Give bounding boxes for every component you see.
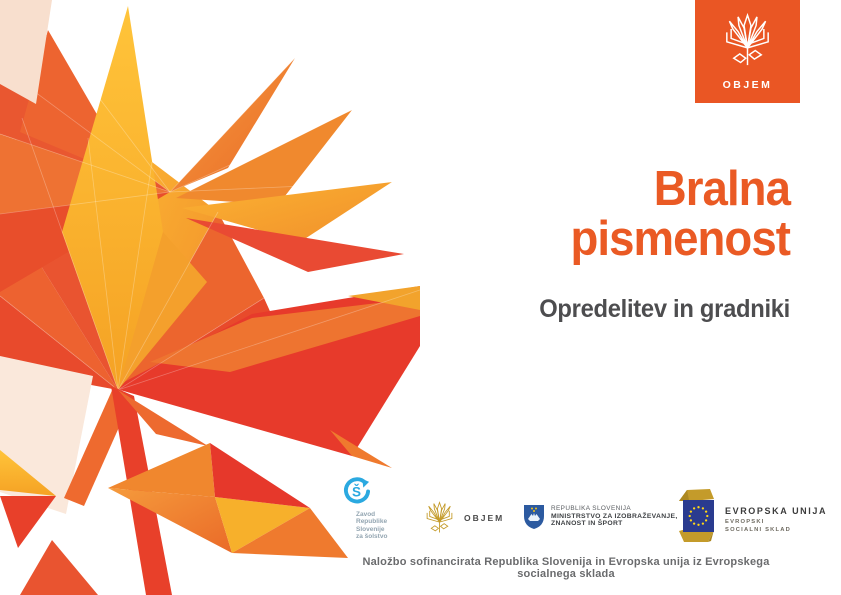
funding-note: Naložbo sofinancirata Republika Slovenija in Evropska unija iz Evropskega socialnega sklada — [362, 556, 770, 580]
objem-flower-icon — [718, 10, 777, 72]
page-subtitle: Opredelitev in gradniki — [539, 295, 790, 323]
eu-wordmark — [725, 506, 827, 534]
page-title-line-1: Bralna — [653, 162, 790, 216]
eu-flag-icon — [678, 489, 720, 543]
zavod-monogram: Š — [351, 484, 362, 500]
eu-line-union: EVROPSKA UNIJA — [725, 506, 828, 516]
zavod-wordmark — [356, 511, 387, 541]
ministry-wordmark — [551, 505, 678, 528]
zavod-line: Republike — [356, 518, 388, 526]
objem-flower-icon — [423, 496, 456, 540]
page-title-line-2: pismenost — [570, 212, 790, 266]
eu-line-fund-2: SOCIALNI SKLAD — [725, 527, 792, 534]
objem-badge-label: OBJEM — [722, 79, 773, 91]
zavod-line: Slovenije — [356, 525, 385, 533]
eu-line-fund-1: EVROPSKI — [725, 519, 765, 525]
ministry-line-name-1: MINISTRSTVO ZA IZOBRAŽEVANJE, — [551, 512, 678, 520]
ministry-line-name-2: ZNANOST IN ŠPORT — [551, 520, 623, 528]
title-block — [526, 164, 790, 324]
objem-logo-label: OBJEM — [464, 513, 505, 523]
zavod-line: Zavod — [356, 511, 376, 518]
ministry-line-republic: REPUBLIKA SLOVENIJA — [551, 505, 632, 512]
objem-badge — [695, 0, 800, 103]
zavod-circle-arrow-icon — [342, 477, 371, 506]
zavod-line: za šolstvo — [356, 533, 388, 541]
slovenia-coat-of-arms-icon — [523, 504, 545, 530]
